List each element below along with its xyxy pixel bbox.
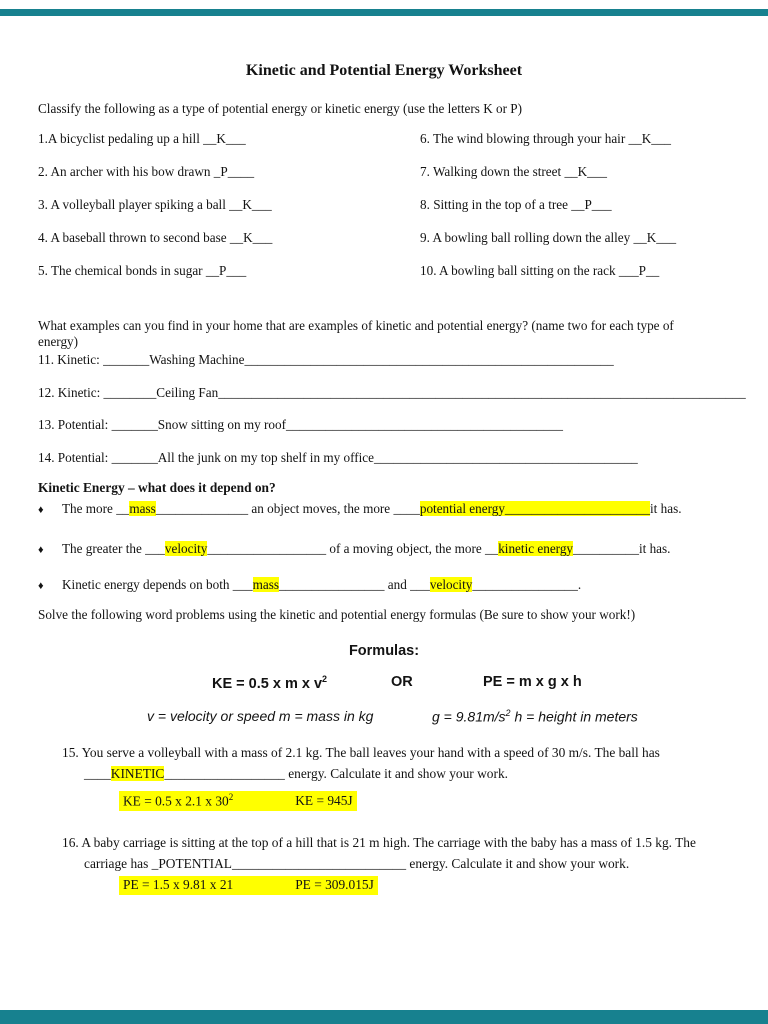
classify-item-3: 3. A volleyball player spiking a ball __K___ <box>38 197 272 212</box>
classify-list-right <box>420 122 676 287</box>
pe-calculation: PE = 1.5 x 9.81 x 21 <box>123 877 234 892</box>
ke-calc-exponent: 2 <box>228 792 234 802</box>
highlighted-work-16 <box>119 876 378 895</box>
bullet-mass-and-velocity <box>38 577 581 593</box>
bullet-text: ______________ an object moves, the more ____ <box>155 501 420 516</box>
highlighted-answer: velocity <box>429 577 473 592</box>
highlighted-answer: velocity <box>164 541 208 556</box>
highlighted-answer-kinetic: KINETIC <box>110 766 165 781</box>
page-title: Kinetic and Potential Energy Worksheet <box>245 62 523 79</box>
problem-15 <box>62 742 660 784</box>
problem-16-line2: carriage has _POTENTIAL__________________________ energy. Calculate it and show your work. <box>84 856 630 871</box>
problem-15-line1: 15. You serve a volleyball with a mass of 2.1 kg. The ball leaves your hand with a speed of 30 m/s. The ball has <box>62 745 660 760</box>
bullet-icon: ♦ <box>38 580 44 592</box>
classify-item-9: 9. A bowling ball rolling down the alley __K___ <box>420 230 677 245</box>
classify-item-10: 10. A bowling ball sitting on the rack ___P__ <box>420 263 660 278</box>
bullet-text: ________________. <box>472 577 582 592</box>
classify-instruction: Classify the following as a type of potential energy or kinetic energy (use the letters K or P) <box>38 101 523 116</box>
problem-15-work <box>119 791 357 811</box>
problem-15-line2 <box>84 763 660 784</box>
classify-item-7: 7. Walking down the street __K___ <box>420 164 607 179</box>
bullet-text: ________________ and ___ <box>278 577 430 592</box>
formulas-heading: Formulas: <box>348 643 420 659</box>
defs-height-text: h = height in meters <box>510 708 638 725</box>
classify-item-1: 1.A bicyclist pedaling up a hill __K___ <box>38 131 246 146</box>
answer-line-13: 13. Potential: _______Snow sitting on my roof__________________________________________ <box>38 417 563 432</box>
bullet-text: The more __ <box>62 501 130 516</box>
highlighted-answer: mass <box>252 577 279 592</box>
problem-16-line1: 16. A baby carriage is sitting at the top of a hill that is 21 m high. The carriage with the baby has a mass of 1.5 kg. The <box>62 835 696 850</box>
pe-result: PE = 309.015J <box>295 877 374 892</box>
kinetic-energy-heading: Kinetic Energy – what does it depend on? <box>38 480 276 495</box>
classify-item-8: 8. Sitting in the top of a tree __P___ <box>420 197 612 212</box>
bullet-icon: ♦ <box>38 504 44 516</box>
defs-gravity-height <box>432 708 638 725</box>
home-examples-prompt-line2: energy) <box>38 334 79 349</box>
ke-exponent: 2 <box>322 674 328 684</box>
document-viewer-gap-top <box>0 9 768 16</box>
ke-result: KE = 945J <box>295 793 353 809</box>
bullet-text: The greater the ___ <box>62 541 165 556</box>
classify-item-5: 5. The chemical bonds in sugar __P___ <box>38 263 247 278</box>
ke-calculation: KE = 0.5 x 2.1 x 30 <box>123 793 229 809</box>
highlighted-answer: mass <box>129 501 156 516</box>
answer-line-11: 11. Kinetic: _______Washing Machine________________________________________________________ <box>38 352 614 367</box>
gravity-exponent: 2 <box>505 708 511 718</box>
highlighted-answer: potential energy______________________ <box>419 501 650 516</box>
defs-gravity-text: g = 9.81m/s <box>432 708 506 725</box>
classify-item-2: 2. An archer with his bow drawn _P____ <box>38 164 255 179</box>
highlighted-work-15 <box>119 791 357 811</box>
home-examples-prompt-line1: What examples can you find in your home that are examples of kinetic and potential energy? (name two for each type of <box>38 318 674 333</box>
classify-item-6: 6. The wind blowing through your hair __K___ <box>420 131 672 146</box>
bullet-text: Kinetic energy depends on both ___ <box>62 577 253 592</box>
ke-formula <box>212 674 327 692</box>
problem-16 <box>62 832 696 874</box>
document-viewer-gap-bottom <box>0 1010 768 1024</box>
bullet-icon: ♦ <box>38 544 44 556</box>
classify-list-left <box>38 122 272 287</box>
bullet-mass-potential <box>38 501 682 517</box>
problem-16-work <box>119 876 378 895</box>
blank-prefix: ____ <box>84 766 111 781</box>
bullet-text: it has. <box>650 501 682 516</box>
bullet-text: __________it has. <box>573 541 671 556</box>
answer-line-14: 14. Potential: _______All the junk on my top shelf in my office________________________________________ <box>38 450 638 465</box>
ke-formula-text: KE = 0.5 x m x v <box>212 675 323 692</box>
bullet-text: __________________ of a moving object, the more __ <box>207 541 499 556</box>
blank-suffix: __________________ energy. Calculate it and show your work. <box>164 766 508 781</box>
classify-item-4: 4. A baseball thrown to second base __K___ <box>38 230 273 245</box>
defs-velocity-mass: v = velocity or speed m = mass in kg <box>147 708 374 724</box>
solve-instruction: Solve the following word problems using the kinetic and potential energy formulas (Be sure to show your work!) <box>38 607 636 622</box>
bullet-velocity-kinetic <box>38 541 670 557</box>
or-label: OR <box>391 674 413 690</box>
answer-line-12: 12. Kinetic: ________Ceiling Fan________________________________________________________________________________ <box>38 385 746 400</box>
highlighted-answer: kinetic energy <box>498 541 574 556</box>
home-examples-prompt <box>38 318 674 350</box>
pe-formula: PE = m x g x h <box>483 674 582 690</box>
